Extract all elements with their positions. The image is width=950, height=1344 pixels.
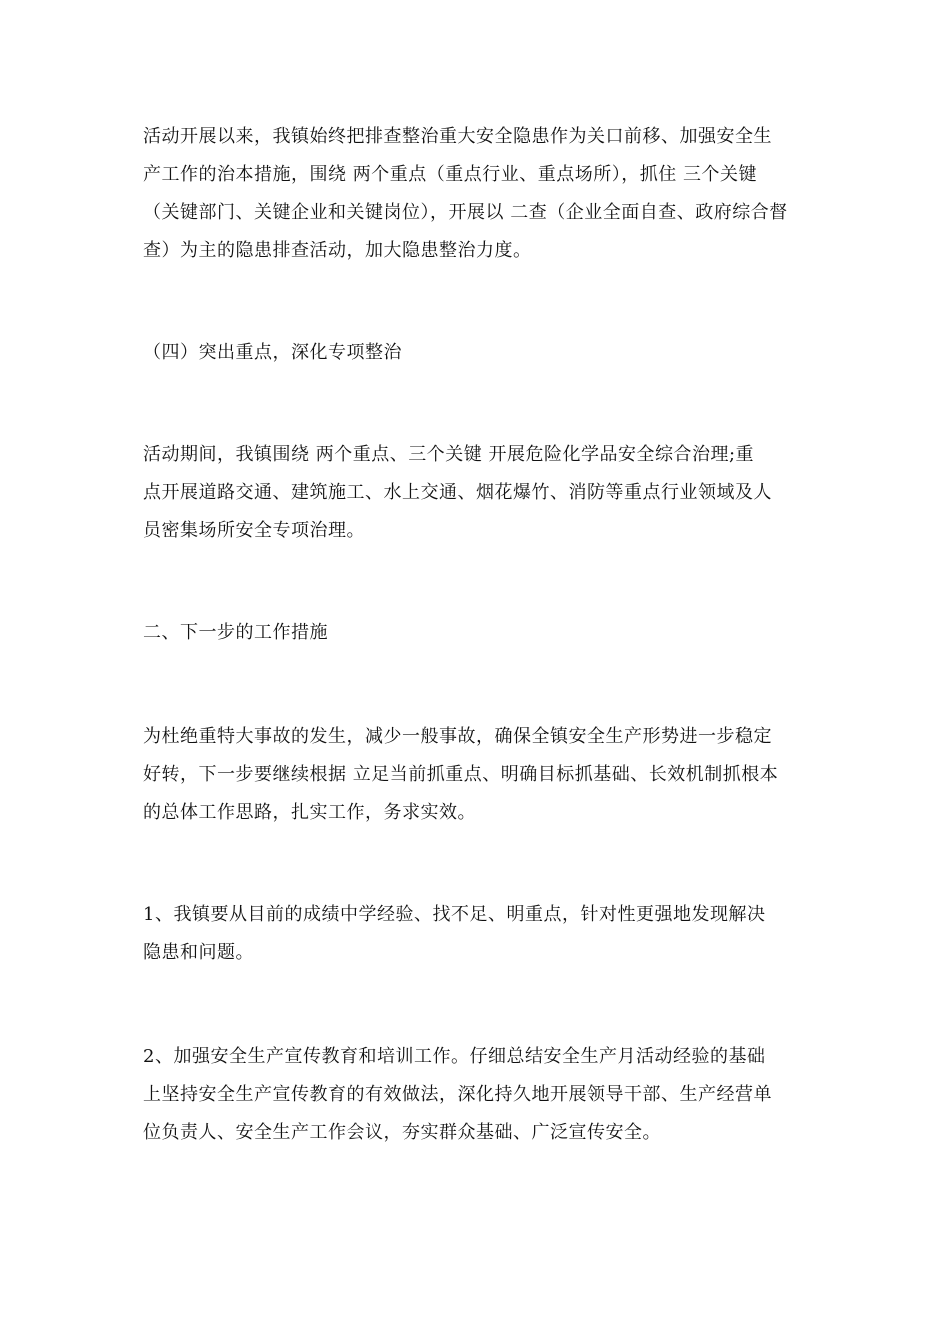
text-line: 二、下一步的工作措施: [143, 622, 328, 643]
paragraph-hazard-investigation: [143, 118, 808, 270]
text-line: 上坚持安全生产宣传教育的有效做法，深化持久地开展领导干部、生产经营单: [143, 1084, 772, 1105]
section-heading-four: [143, 334, 808, 372]
text-line: 产工作的治本措施，围绕 两个重点（重点行业、重点场所），抓住 三个关键: [143, 164, 757, 185]
text-line: 好转，下一步要继续根据 立足当前抓重点、明确目标抓基础、长效机制抓根本: [143, 764, 779, 785]
text-line: 1、我镇要从目前的成绩中学经验、找不足、明重点，针对性更强地发现解决: [143, 904, 766, 925]
text-line: （四）突出重点，深化专项整治: [143, 342, 402, 363]
text-line: 点开展道路交通、建筑施工、水上交通、烟花爆竹、消防等重点行业领域及人: [143, 482, 772, 503]
text-line: 位负责人、安全生产工作会议，夯实群众基础、广泛宣传安全。: [143, 1122, 661, 1143]
text-line: 员密集场所安全专项治理。: [143, 520, 365, 541]
text-line: （关键部门、关键企业和关键岗位），开展以 二查（企业全面自查、政府综合督: [143, 202, 788, 223]
text-line: 活动开展以来，我镇始终把排查整治重大安全隐患作为关口前移、加强安全生: [143, 126, 772, 147]
paragraph-next-steps: [143, 718, 808, 832]
text-line: 隐患和问题。: [143, 942, 254, 963]
paragraph-measure-two: [143, 1038, 808, 1152]
text-line: 为杜绝重特大事故的发生，减少一般事故，确保全镇安全生产形势进一步稳定: [143, 726, 772, 747]
text-line: 的总体工作思路，扎实工作，务求实效。: [143, 802, 476, 823]
paragraph-measure-one: [143, 896, 808, 972]
paragraph-special-rectification: [143, 436, 808, 550]
section-heading-two: [143, 614, 808, 652]
text-line: 2、加强安全生产宣传教育和培训工作。仔细总结安全生产月活动经验的基础: [143, 1046, 766, 1067]
text-line: 活动期间，我镇围绕 两个重点、三个关键 开展危险化学品安全综合治理;重: [143, 444, 755, 465]
text-line: 查）为主的隐患排查活动，加大隐患整治力度。: [143, 240, 532, 261]
